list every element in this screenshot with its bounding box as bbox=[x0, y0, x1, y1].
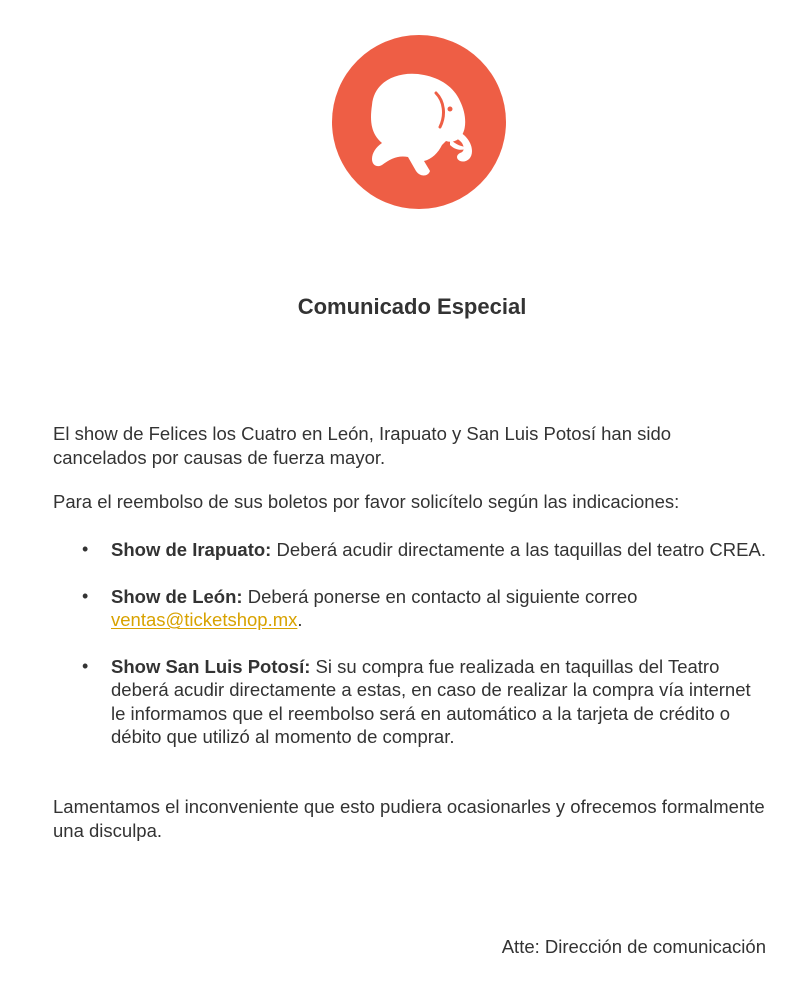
list-item bbox=[53, 655, 768, 749]
refund-list bbox=[53, 538, 768, 772]
item-label: Show San Luis Potosí: bbox=[111, 655, 311, 677]
item-text: Si su compra fue realizada en taquillas del Teatro deberá acudir directamente a estas, en caso de realizar la compra vía internet le informamos que el reembolso será en automático a la tarjeta de crédito o débito que utilizó al momento de comprar. bbox=[111, 655, 751, 747]
intro-paragraph: El show de Felices los Cuatro en León, Irapuato y San Luis Potosí han sido cancelados por causas de fuerza mayor. bbox=[53, 423, 672, 468]
item-text-end: . bbox=[297, 609, 303, 630]
item-label: Show de León: bbox=[111, 585, 243, 607]
email-link[interactable]: ventas@ticketshop.mx bbox=[111, 609, 298, 630]
item-text: Deberá ponerse en contacto al siguiente correo bbox=[242, 585, 638, 607]
page-title: Comunicado Especial bbox=[297, 294, 527, 319]
list-item bbox=[53, 538, 768, 562]
closing-paragraph: Lamentamos el inconveniente que esto pudiera ocasionarles y ofrecemos formalmente una disculpa. bbox=[53, 796, 765, 841]
item-label: Show de Irapuato: bbox=[111, 539, 272, 560]
elephant-icon bbox=[332, 35, 506, 209]
list-item bbox=[53, 585, 768, 632]
signature: Atte: Dirección de comunicación bbox=[501, 936, 766, 957]
instructions-paragraph: Para el reembolso de sus boletos por favor solicítelo según las indicaciones: bbox=[53, 491, 680, 512]
item-text: Deberá acudir directamente a las taquillas del teatro CREA. bbox=[271, 539, 766, 560]
logo bbox=[332, 35, 506, 209]
